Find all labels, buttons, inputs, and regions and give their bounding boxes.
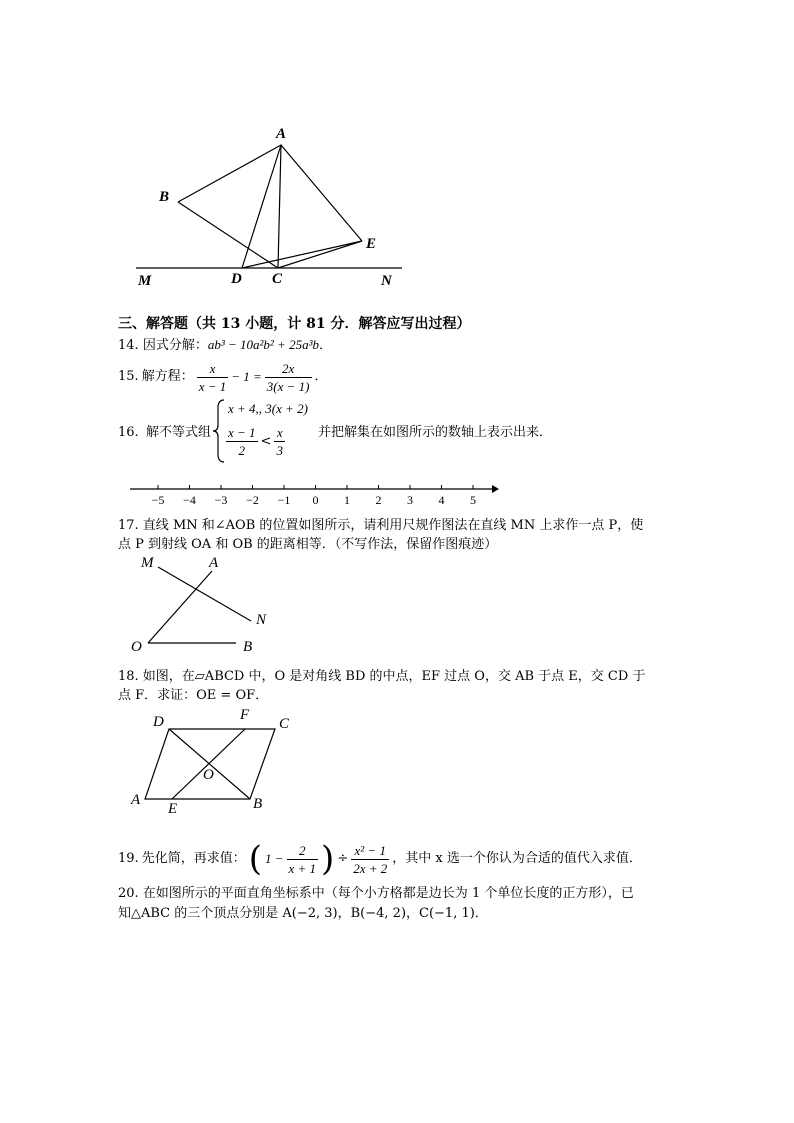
fig1-label-b: B: [159, 189, 170, 205]
q16-tail: 并把解集在如图所示的数轴上表示出来．: [318, 425, 553, 440]
q18-label-f: F: [240, 707, 250, 723]
q20-line-2: 知△ABC 的三个顶点分别是 A(−2, 3)，B(−4, 2)，C(−1, 1)．: [118, 906, 488, 921]
number-line-tick-label: 5: [470, 493, 476, 507]
q18-label-c: C: [279, 716, 290, 732]
q17-label-a: A: [209, 555, 219, 571]
q17-label-n: N: [256, 612, 267, 628]
fig1-label-d: D: [231, 271, 242, 287]
q15-mid: − 1 =: [231, 369, 262, 384]
section-heading: 三、解答题（共 13 小题，计 81 分．解答应写出过程）: [118, 316, 471, 332]
q19-fraction-1: [287, 842, 319, 877]
q17-label-b: B: [243, 639, 253, 655]
q19-paren-open: (: [248, 839, 262, 879]
q16-f2-numerator: x: [274, 424, 285, 442]
q15-end: ．: [314, 369, 328, 384]
q17-label-o: O: [131, 639, 142, 655]
q19-f1-denominator: x + 1: [288, 860, 317, 876]
q18-label-e: E: [168, 801, 178, 817]
q19-one-minus: 1 −: [264, 851, 284, 866]
q16-less-than: <: [260, 433, 272, 449]
number-line-tick-label: 2: [375, 493, 382, 507]
number-line-tick-label: −2: [246, 493, 259, 507]
q14-number: 14.: [118, 338, 139, 353]
q14-end: ．: [318, 338, 332, 353]
q20-line-1: 20. 在如图所示的平面直角坐标系中（每个小方格都是边长为 1 个单位长度的正方形），已: [118, 886, 634, 901]
q19-tail: ，其中 x 选一个你认为合适的值代入求值．: [392, 851, 642, 866]
q19-text: 先化简，再求值：: [141, 851, 246, 866]
q16-f2-denominator: 3: [276, 443, 283, 458]
number-line-tick-label: 1: [344, 493, 350, 507]
q19-f1-numerator: 2: [287, 842, 319, 860]
q19-paren-close: ): [321, 839, 335, 879]
q14-text: 因式分解：: [142, 338, 208, 353]
q18-label-a: A: [131, 792, 141, 808]
fig1-label-c: C: [272, 271, 283, 287]
q16-f1-denominator: 2: [238, 443, 246, 458]
number-line-tick-label: −3: [214, 493, 228, 507]
q19-divide: ÷: [337, 851, 349, 866]
q16-text: 解不等式组: [146, 425, 212, 440]
q17-label-m: M: [141, 555, 154, 571]
q15-f1-numerator: x: [197, 360, 229, 378]
q18-label-b: B: [253, 796, 263, 812]
q17-line-2: 点 P 到射线 OA 和 OB 的距离相等．（不写作法，保留作图痕迹）: [118, 537, 498, 552]
q14-expression: ab³ − 10a²b² + 25a³b: [207, 337, 319, 352]
q19-number: 19.: [118, 851, 139, 866]
number-line-tick-label: 4: [438, 493, 445, 507]
number-line-tick-label: 3: [407, 493, 413, 507]
q16-f1-numerator: x − 1: [228, 425, 256, 440]
number-line-tick-label: 0: [312, 493, 319, 507]
number-line-tick-label: −5: [151, 493, 165, 507]
fig1-label-n: N: [381, 273, 392, 289]
q19-f2-numerator: x² − 1: [351, 842, 389, 860]
q18-line-1: 18. 如图，在▱ABCD 中，O 是对角线 BD 的中点，EF 过点 O，交 AB 于点 E，交 CD 于: [118, 669, 646, 684]
q15-text: 解方程：: [141, 369, 194, 384]
q16-inequality-1: x + 4,, 3(x + 2): [228, 401, 308, 416]
q18-line-2: 点 F．求证：OE = OF．: [118, 688, 269, 703]
question-19: [118, 838, 642, 880]
fig1-label-m: M: [138, 273, 152, 289]
number-line-tick-label: −1: [277, 493, 291, 507]
q15-f1-denominator: x − 1: [198, 378, 227, 394]
fig1-label-e: E: [366, 236, 377, 252]
q18-label-d: D: [153, 714, 164, 730]
q16-number: 16.: [118, 425, 139, 440]
q15-f2-numerator: 2x: [265, 360, 312, 378]
q19-f2-denominator: 2x + 2: [353, 860, 388, 876]
q15-number: 15.: [118, 369, 139, 384]
q19-fraction-2: [351, 842, 389, 877]
q18-label-o: O: [203, 767, 214, 783]
q15-f2-denominator: 3(x − 1): [266, 378, 310, 394]
fig1-label-a: A: [276, 126, 287, 142]
q17-line-1: 17. 直线 MN 和∠AOB 的位置如图所示，请利用尺规作图法在直线 MN 上求作一点 P，使: [118, 518, 644, 533]
number-line-tick-label: −4: [183, 493, 196, 507]
